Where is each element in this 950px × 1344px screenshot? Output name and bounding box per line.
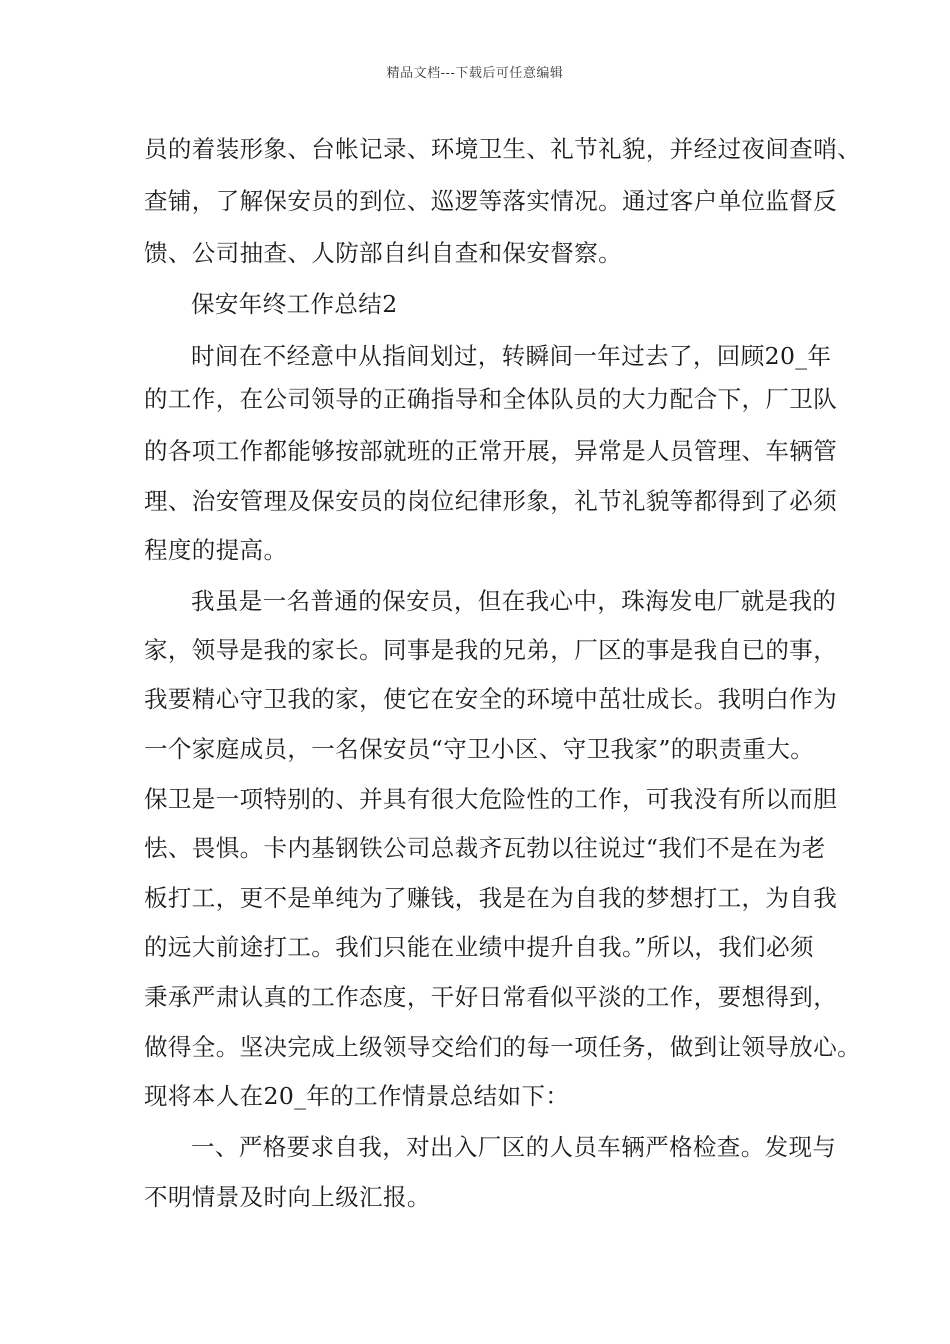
body-line: 程度的提高。: [144, 536, 288, 564]
body-line: 员的着装形象、台帐记录、环境卫生、礼节礼貌，并经过夜间查哨、: [144, 135, 861, 163]
page-header: 精品文档---下载后可任意编辑: [386, 66, 564, 81]
body-line: 不明情景及时向上级汇报。: [144, 1183, 431, 1211]
body-line: 做得全。坚决完成上级领导交给们的每一项任务，做到让领导放心。: [144, 1033, 861, 1061]
body-line: 的远大前途打工。我们只能在业绩中提升自我。”所以，我们必须: [144, 933, 814, 961]
body-line: 我虽是一名普通的保安员，但在我心中，珠海发电厂就是我的: [191, 587, 837, 615]
body-line: 的工作，在公司领导的正确指导和全体队员的大力配合下，厂卫队: [144, 385, 838, 413]
body-line: 的各项工作都能够按部就班的正常开展，异常是人员管理、车辆管: [144, 437, 838, 465]
body-line: 我要精心守卫我的家，使它在安全的环境中茁壮成长。我明白作为: [144, 685, 838, 713]
body-line: 怯、畏惧。卡内基钢铁公司总裁齐瓦勃以往说过“我们不是在为老: [144, 834, 826, 862]
body-line: 现将本人在20_年的工作情景总结如下：: [144, 1082, 570, 1110]
section-title: 保安年终工作总结2: [191, 290, 398, 318]
body-line: 馈、公司抽查、人防部自纠自查和保安督察。: [144, 239, 622, 267]
body-line: 板打工，更不是单纯为了赚钱，我是在为自我的梦想打工，为自我: [144, 884, 838, 912]
body-line: 秉承严肃认真的工作态度，干好日常看似平淡的工作，要想得到，: [144, 983, 838, 1011]
body-line: 理、治安管理及保安员的岗位纪律形象，礼节礼貌等都得到了必须: [144, 487, 838, 515]
body-line: 时间在不经意中从指间划过，转瞬间一年过去了，回顾20_年: [191, 342, 832, 370]
body-line: 一、严格要求自我，对出入厂区的人员车辆严格检查。发现与: [191, 1133, 837, 1161]
body-line: 查铺，了解保安员的到位、巡逻等落实情况。通过客户单位监督反: [144, 187, 838, 215]
body-line: 家，领导是我的家长。同事是我的兄弟，厂区的事是我自已的事，: [144, 636, 838, 664]
body-line: 一个家庭成员，一名保安员“守卫小区、守卫我家”的职责重大。: [144, 735, 815, 763]
body-line: 保卫是一项特别的、并具有很大危险性的工作，可我没有所以而胆: [144, 785, 838, 813]
